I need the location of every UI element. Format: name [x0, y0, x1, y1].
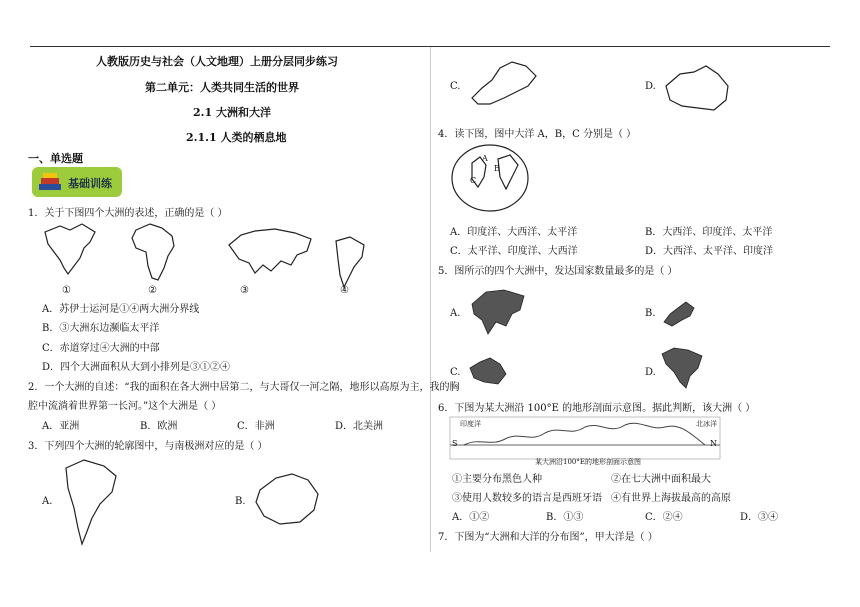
main-title: 人教版历史与社会（人文地理）上册分层同步练习: [96, 55, 338, 68]
q3-stem: 3．下列四个大洲的轮廓图中，与南极洲对应的是（ ）: [28, 441, 268, 452]
lesson-title: 2.1 大洲和大洋: [193, 106, 271, 119]
q1-map-label-4: ④: [340, 285, 349, 296]
q1-option-a[interactable]: A．苏伊士运河是①④两大洲分界线: [42, 304, 200, 315]
q1-map-label-3: ③: [240, 285, 249, 296]
question-type-label: 一、单选题: [28, 152, 83, 165]
q4-globe: [450, 143, 530, 213]
q6-option-d[interactable]: D．③④: [740, 512, 779, 523]
q6-option-a[interactable]: A．①②: [452, 512, 490, 523]
q5-a-asia-map: [468, 286, 528, 338]
column-divider: [430, 47, 431, 552]
q3-option-a[interactable]: A.: [42, 496, 53, 507]
q4-globe-label-b: B: [494, 164, 500, 173]
south-america-outline: [330, 235, 370, 290]
q3-c-europe-outline: [468, 58, 540, 108]
q4-stem: 4．读下图，图中大洋 A，B，C 分别是（ ）: [438, 129, 637, 140]
q1-map-label-1: ①: [62, 285, 71, 296]
q1-option-c[interactable]: C．赤道穿过④大洲的中部: [42, 343, 160, 354]
section-title: 2.1.1 人类的栖息地: [186, 131, 287, 144]
q6-statement-1: ①主要分布黑色人种: [452, 474, 542, 485]
q6-right-direction: N: [710, 439, 717, 448]
q4-option-c[interactable]: C．太平洋、印度洋、大西洋: [450, 246, 578, 257]
q4-option-a[interactable]: A．印度洋、大西洋、太平洋: [450, 227, 578, 238]
q5-b-europe-map: [662, 300, 698, 328]
north-america-outline: [40, 222, 100, 277]
q3-d-australia-outline: [662, 64, 734, 116]
q5-option-b[interactable]: B.: [645, 308, 656, 319]
q2-option-b[interactable]: B．欧洲: [140, 421, 178, 432]
q5-c-australia-map: [468, 356, 508, 388]
africa-outline: [128, 222, 178, 284]
q6-right-ocean-label: 北冰洋: [696, 420, 717, 428]
q2-option-d[interactable]: D．北美洲: [335, 421, 384, 432]
q6-terrain-profile: [450, 417, 720, 459]
q3-b-antarctica-outline: [252, 470, 322, 528]
q4-globe-label-a: A: [482, 154, 488, 163]
q2-stem-line2: 腔中流淌着世界第一长河。”这个大洲是（ ）: [28, 401, 222, 412]
q3-option-c[interactable]: C.: [450, 81, 461, 92]
basic-training-badge: [32, 167, 122, 197]
q5-option-a[interactable]: A.: [450, 308, 461, 319]
q7-stem: 7．下图为“大洲和大洋的分布图”，甲大洋是（ ）: [438, 532, 658, 543]
q6-left-direction: S: [452, 439, 458, 448]
q1-option-b[interactable]: B．③大洲东边濒临太平洋: [42, 323, 160, 334]
q1-map-label-2: ②: [148, 285, 157, 296]
q1-stem: 1．关于下图四个大洲的表述，正确的是（ ）: [28, 208, 228, 219]
q6-statement-2: ②在七大洲中面积最大: [611, 474, 711, 485]
q6-profile-caption: 某大洲沿100°E的地形剖面示意图: [535, 458, 641, 466]
books-icon: [38, 171, 62, 193]
q3-a-south-america-outline: [60, 458, 120, 546]
q4-option-d[interactable]: D．大西洋、太平洋、印度洋: [645, 246, 774, 257]
q5-stem: 5．图所示的四个大洲中，发达国家数量最多的是（ ）: [438, 266, 678, 277]
q5-option-c[interactable]: C.: [450, 367, 461, 378]
q6-option-b[interactable]: B．①③: [546, 512, 584, 523]
q6-left-ocean-label: 印度洋: [460, 420, 481, 428]
q1-option-d[interactable]: D．四个大洲面积从大到小排列是③①②④: [42, 362, 231, 373]
q3-option-d[interactable]: D.: [645, 81, 656, 92]
q6-statement-3: ③使用人数较多的语言是西班牙语: [452, 493, 602, 504]
unit-title: 第二单元：人类共同生活的世界: [145, 81, 299, 94]
badge-label: 基础训练: [68, 177, 112, 190]
q3-option-b[interactable]: B.: [235, 496, 246, 507]
q2-option-c[interactable]: C．非洲: [237, 421, 275, 432]
q2-option-a[interactable]: A．亚洲: [42, 421, 80, 432]
q5-d-north-america-map: [660, 346, 704, 392]
q4-globe-label-c: C: [470, 176, 477, 185]
q6-statement-4: ④有世界上海拔最高的高原: [611, 493, 731, 504]
q6-option-c[interactable]: C．②④: [645, 512, 683, 523]
q6-stem: 6．下图为某大洲沿 100°E 的地形剖面示意图。据此判断，该大洲（ ）: [438, 403, 756, 414]
q2-stem-line1: 2．一个大洲的自述：“我的面积在各大洲中居第二，与大哥仅一河之隔，地形以高原为主，我的胸: [28, 382, 460, 393]
asia-outline: [225, 225, 315, 280]
q5-option-d[interactable]: D.: [645, 367, 656, 378]
q4-option-b[interactable]: B．大西洋、印度洋、太平洋: [645, 227, 773, 238]
